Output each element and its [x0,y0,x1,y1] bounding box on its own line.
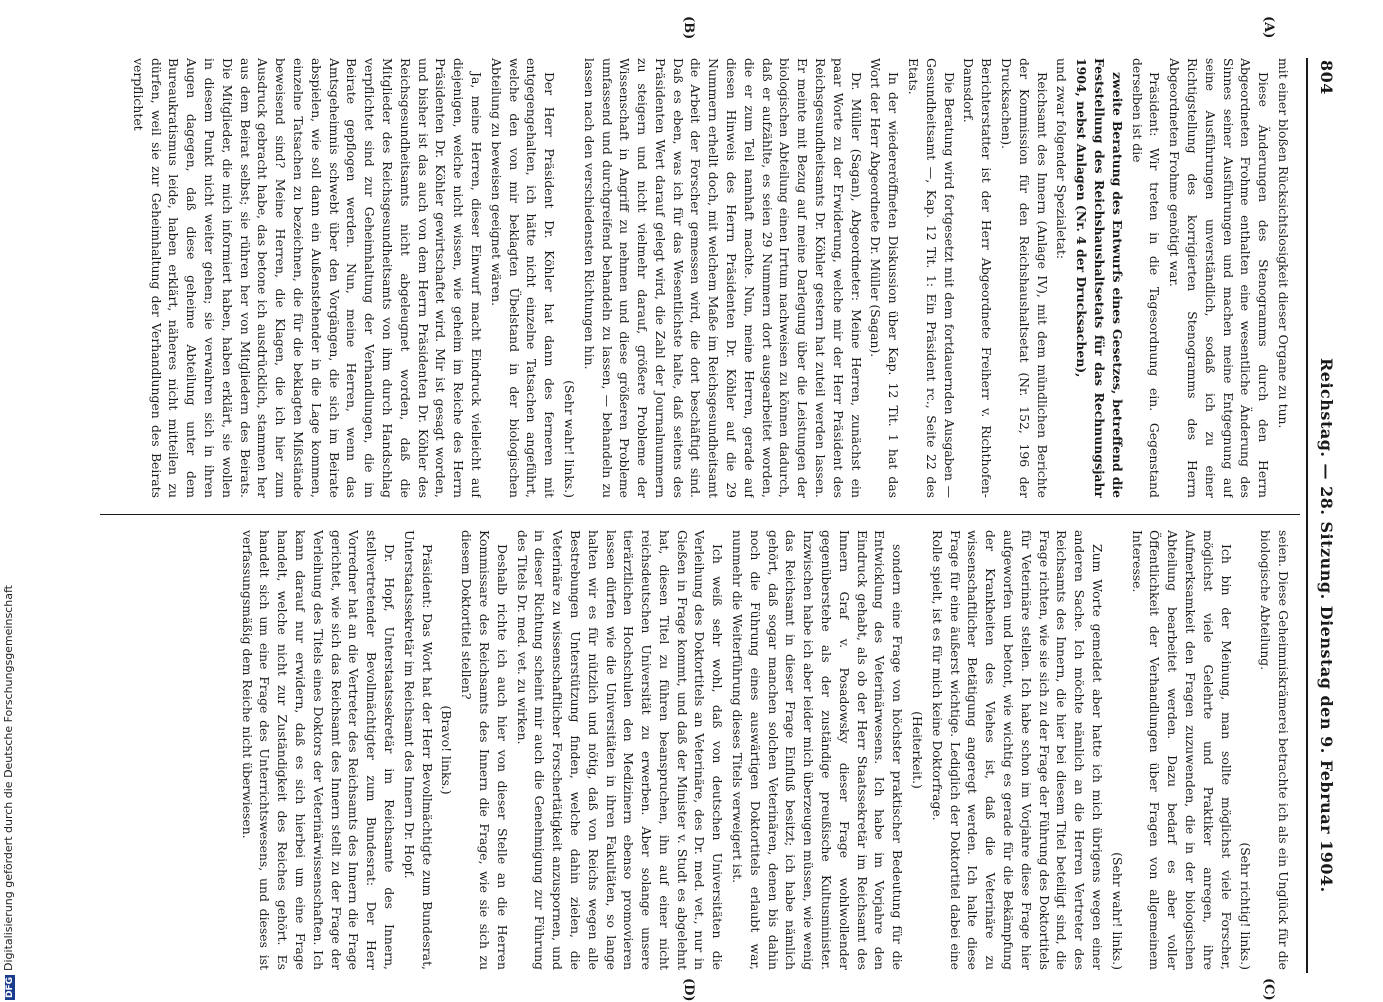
paragraph: (Heiterkeit.) [910,711,926,789]
paragraph: Präsident: Wir treten in die Tagesordnung ein. Gegenstand derselben ist die [1129,58,1163,498]
paragraph: Reichsamt des Innern (Anlage IV), mit dem mündlichen Berichte der Kommission für den Reichshaushaltsetat (Nr. 152, 196 der Drucksachen). [999,58,1050,498]
paragraph: seien. Diese Geheimniskrämerei betrachte ich als ein Unglück für die biologische Abteilung. [1258,530,1291,970]
paragraph: Ja, meine Herren, dieser Einwurf macht Eindruck vielleicht auf diejenigen, welche nicht wissen, wie geheim im Reiche des Herrn Präsidenten Dr. Köhler gewirtschaftet wird. Mir ist gesagt worden, und bisher ist das auch von dem Herrn Präsidenten Dr. Köhler des Reichsgesundheitsamts nicht abgeleugnet worden, daß die Mitglieder des Reichsgesundheitsamts von ihm durch Handschlag verpflichtet sind zur Geheimhaltung der Verhandlungen, die im Beirate gepflogen werden. Nun, meine Herren, wenn das Amtsgeheimnis schwebt über den Vorgängen, die sich im Beirate abspielen, wie soll dann ein Außenstehender in die Lage kommen, einzelne Tatsachen zu bezeichnen, die für die beklagten Mißstände beweisend sind? Meine Herren, die Klagen, die ich hier zum Ausdruck gebracht habe, das betone ich ausdrücklich, stammen her aus dem Beirat selbst; sie rühren her von Mitgliedern des Beirats. Die Mitglieder, die mich informiert haben, haben erklärt, sie wollen in diesem Punkt nicht weiter gehen; sie verwahren sich in ihren Augen dagegen, daß diese geheime Abteilung unter dem Bureaukratismus leide, haben erklärt, näheres nicht mitteilen zu dürfen, weil sie zur Geheimhaltung der Verhandlungen des Beirats verpflichtet [130,58,484,498]
paragraph: Präsident: Das Wort hat der Herr Bevollmächtigte zum Bundesrat, Unterstaatssekretär im Reichsamt des Innern Dr. Hopf. [401,530,435,970]
paragraph: mit einer bloßen Rücksichtslosigkeit dieser Organe zu tun. [1276,58,1291,429]
paragraph: Der Herr Präsident Dr. Köhler hat dann des ferneren mit entgegengehalten, ich hätte nicht einzelne Tatsachen angeführt, welche den von mir beklagten Übelstand in der biologischen Abteilung zu beweisen geeignet wären. [488,58,558,498]
paragraph: Diese Änderungen des Stenogramms durch den Herrn Abgeordneten Frohme enthalten eine wesentliche Änderung des Sinnes seiner Ausführungen und machen meine Entgegnung auf seine Ausführungen unverständlich, sodaß ich zu einer Richtigstellung des korrigierten Stenogramms des Herrn Abgeordneten Frohme genötigt war. [1167,58,1272,498]
paragraph: Ich bin der Meinung, man sollte möglichst viele Forscher, möglichst viele Gelehrte und Praktiker anregen, ihre Aufmerksamkeit den Fragen zuzuwenden, die in der biologischen Abteilung bearbeitet werden. Dazu bedarf es aber voller Öffentlichkeit der Verhandlungen über Fragen von allgemeinem Interesse. [1129,530,1234,970]
paragraph: Berichterstatter ist der Herr Abgeordnete Freiherr v. Richthofen-Damsdorf. [961,58,995,498]
paragraph: sondern eine Frage von höchster praktischer Bedeutung für die Entwicklung des Veterinärwesens. Ich habe im Vorjahre den Eindruck gehabt, als ob der Herr Staatssekretär im Reichsamt des Innern Graf v. Posadowsky dieser Frage wohlwollender gegenüberstehe als der zuständige preußische Kultusminister. Inzwischen habe ich aber leider mich überzeugen müssen, wie wenig das Reichsamt in dieser Frage Einfluß besitzt; ich habe nämlich gehört, daß sogar manchen solchen Veterinären, denen bis dahin noch die Führung eines auswärtigen Doktortitels erlaubt war, nunmehr die Weiterführung dieses Titels verweigert ist. [730,530,906,970]
paragraph: (Bravo! links.) [439,705,455,795]
paragraph: Die Beratung wird fortgesetzt mit dem fortdauernden Ausgaben — Gesundheitsamt —, Kap. 12 Tit. 1: Ein Präsident rc., Seite 22 des Etats. [906,58,957,498]
paragraph: und zwar folgender Spezialetat: [1054,58,1070,260]
page-number: 804 [1317,60,1336,95]
rotated-document-page [76,16,1336,1002]
paragraph: Ich weiß sehr wohl, daß von deutschen Universitäten die Verleihung des Doktortitels an Veterinäre, des Dr. med. vet., nur in Gießen in Frage kommt, und daß der Minister v. Studt es abgelehnt hat, diesen Titel zu führen beanspruchen, ihn auf einer nicht reichsdeutschen Universität zu erwerben. Aber solange unsere tierärztlichen Hochschulen den Medizinern ebenso promovieren lassen dürfen wie die Universitäten in ihren Fakultäten, so lange halten wir es für nützlich und nötig, daß von Reichs wegen alle Bestrebungen Unterstützung finden, welche dahin zielen, die Veterinäre zu wissenschaftlicher Forschertätigkeit anzuspornen, und in dieser Richtung scheint mir auch die Genehmigung zur Führung des Titels Dr. med. vet. zu wirken. [514,530,726,970]
margin-marker-d: (D) [681,978,696,1002]
paragraph: Dr. Hopf, Unterstaatssekretär im Reichsamte des Innern, stellvertretender Bevollmächtigter zum Bundesrat: Der Herr Vorredner hat an die Vertreter des Reichsamts des Innern die Frage gerichtet, wie sich das Reichsamt des Innern stellt zu der Frage der Verleihung des Titels eines Doktors der Veterinärwissenschaften. Ich kann darauf nur erwidern, daß es sich hierbei um eine Frage handelt, welche nicht zur Zuständigkeit des Reiches gehört. Es handelt sich um eine Frage des Unterrichtswesens, und dieses ist verfassungsmäßig dem Reiche nicht überwiesen. [239,530,397,970]
margin-marker-c: (C) [1261,978,1276,1001]
margin-marker-b: (B) [681,16,696,40]
right-text-column [102,530,1292,970]
paragraph: (Sehr richtig! links.) [1238,842,1254,970]
paragraph: Deshalb richte ich auch hier von dieser Stelle an die Herren Kommissare des Reichsamts des Innern die Frage, wie sie sich zu diesem Doktortitel stellen? [459,530,510,970]
paragraph: (Sehr wahr! links.) [1109,852,1125,970]
digitization-credit [2,0,15,1000]
paragraph: Zum Worte gemeldet aber hatte ich mich übrigens wegen einer anderen Sache. Ich möchte nämlich an die Herren Vertreter des Reichsamts des Innern, die hier bei diesem Titel beteiligt sind, die Frage richten, wie sie sich zu der Frage der Führung des Doktortitels für Veterinäre stellen. Ich habe schon im Vorjahre diese Frage hier aufgeworfen und betont, wie wichtig es gerade für die Bekämpfung der Krankheiten des Viehes ist, daß die Veterinäre zu wissenschaftlicher Betätigung angeregt werden. Ich halte diese Frage für eine äußerst wichtige. Lediglich der Doktortitel dabei eine Rolle spielt, ist es für mich keine Doktorfrage. [929,530,1106,970]
margin-marker-a: (A) [1261,16,1276,39]
paragraph: Dr. Müller (Sagan), Abgeordneter: Meine Herren, zunächst ein paar Worte zu der Erwiderung, welche mir der Herr Präsident des Reichsgesundheitsamts Dr. Köhler gestern hat zuteil werden lassen. Er meinte mit Bezug auf meine Darlegung über die Leistungen der biologischen Abteilung einen Irrtum nachweisen zu können dadurch, daß er aufzählte, es seien 29 Nummern dort ausgearbeitet worden, die er zum Teil namhaft machte. Nun, meine Herren, gerade auf diesen Hinweis des Herrn Präsidenten Dr. Köhler auf die 29 Nummern erhellt doch, mit welchem Maße im Reichsgesundheitsamt die Arbeit der Forscher gemessen wird, die dort beschäftigt sind. Daß es eben, was ich für das Wesentlichste halte, daß seitens des Präsidenten Wert darauf gelegt wird, die Zahl der Journalnummern zu steigern und nicht vielmehr darauf, größere Probleme der Wissenschaft in Angriff zu nehmen und diese größeren Probleme umfassend und durchgreifend behandeln zu lassen, — behandeln zu lassen nach den verschiedensten Richtungen hin. [581,58,864,498]
credit-text: Digitalisierung gefördert durch die Deutsche Forschungsgemeinschaft [2,585,15,971]
paragraph: zweite Beratung des Entwurfs eines Gesetzes, betreffend die Feststellung des Reichshaushaltsetats für das Rechnungsjahr 1904, nebst Anlagen (Nr. 4 der Drucksachen), [1074,58,1125,498]
left-text-column [102,58,1292,498]
page-header [1306,58,1336,973]
paragraph: In der wiedereröffneten Diskussion über Kap. 12 Tit. 1 hat das Wort der Herr Abgeordnete Dr. Müller (Sagan). [868,58,902,498]
running-title: Reichstag. — 28. Sitzung. Dienstag den 9. Februar 1904. [1317,358,1336,893]
header-rule [1306,58,1308,973]
paragraph: (Sehr wahr! links.) [561,380,577,498]
column-rule [100,514,1300,515]
dfg-logo: DFG [5,976,15,998]
